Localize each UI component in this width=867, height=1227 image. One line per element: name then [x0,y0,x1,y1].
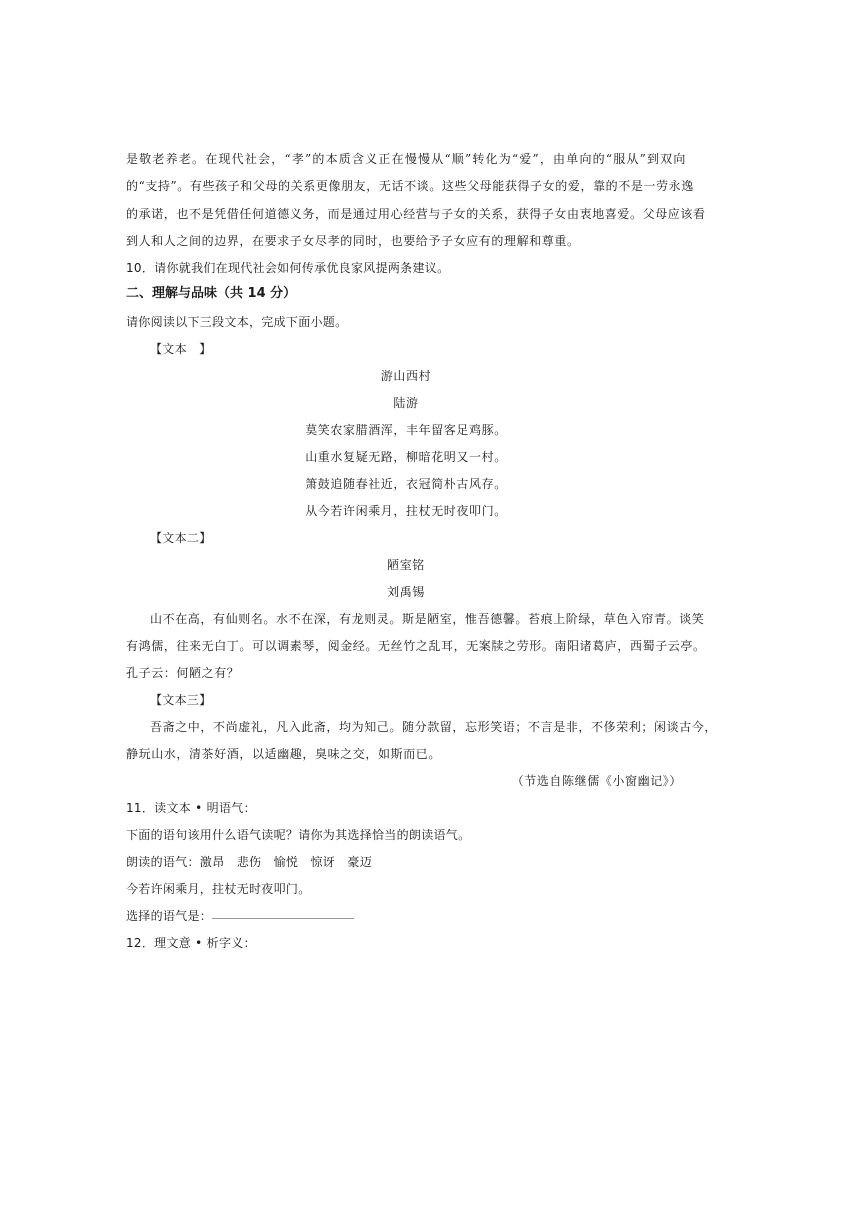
question-11-options: 朗读的语气：激昂 悲伤 愉悦 惊讶 豪迈 [126,855,373,869]
text1-author: 陆游 [393,396,419,410]
text1-label: 【文本 】 [150,342,212,356]
text3-line-1: 吾斋之中，不尚虚礼，凡入此斋，均为知己。随分款留，忘形笑语；不言是非，不侈荣利；闲谈古今， [150,720,718,734]
question-11-prompt: 下面的语句该用什么语气读呢？请你为其选择恰当的朗读语气。 [126,828,471,842]
section-title: 二、理解与品味（共 14 分） [126,286,297,301]
text1-title: 游山西村 [380,369,432,383]
question-11-answer-label: 选择的语气是： [126,909,213,923]
text1-line-4: 从今若许闲乘月，拄杖无时夜叩门。 [305,504,507,518]
text3-label: 【文本三】 [150,693,212,707]
text1-line-2: 山重水复疑无路，柳暗花明又一村。 [305,450,507,464]
passage-line-3: 的承诺，也不是凭借任何道德义务，而是通过用心经营与子女的关系，获得子女由衷地喜爱。父母应该看 [126,207,706,221]
question-12-title: 12．理文意 • 析字义： [126,936,256,950]
text2-label: 【文本二】 [150,531,212,545]
text2-line-1: 山不在高，有仙则名。水不在深，有龙则灵。斯是陋室，惟吾德馨。苔痕上阶绿，草色入帘青。谈笑 [150,612,705,626]
text2-author: 刘禹锡 [387,585,425,599]
text3-line-2: 静玩山水，清茶好酒，以适幽趣，臭味之交，如斯而已。 [126,747,442,761]
text1-line-1: 莫笑农家腊酒浑，丰年留客足鸡豚。 [305,423,507,437]
passage-line-2: 的“支持”。有些孩子和父母的关系更像朋友，无话不谈。这些父母能获得子女的爱，靠的不是一劳永逸 [126,179,694,193]
question-11-title: 11．读文本 • 明语气： [126,801,256,815]
text3-source: （节选自陈继儒《小窗幽记》） [511,774,682,788]
instruction: 请你阅读以下三段文本，完成下面小题。 [126,315,348,329]
question-10: 10．请你就我们在现代社会如何传承优良家风提两条建议。 [126,261,450,275]
text2-line-3: 孔子云：何陋之有？ [126,666,240,680]
text1-line-3: 箫鼓追随春社近，衣冠简朴古风存。 [305,477,507,491]
passage-line-1: 是敬老养老。在现代社会，“孝”的本质含义正在慢慢从“顺”转化为“爱”，由单向的“服从”到双向 [126,152,686,166]
text2-line-2: 有鸿儒，往来无白丁。可以调素琴，阅金经。无丝竹之乱耳，无案牍之劳形。南阳诸葛庐，西蜀子云亭。 [126,639,706,653]
answer-blank-line[interactable] [212,918,354,919]
passage-line-4: 到人和人之间的边界，在要求子女尽孝的同时，也要给予子女应有的理解和尊重。 [126,234,580,248]
text2-title: 陋室铭 [387,558,425,572]
question-11-sentence: 今若许闲乘月，拄杖无时夜叩门。 [126,882,311,896]
